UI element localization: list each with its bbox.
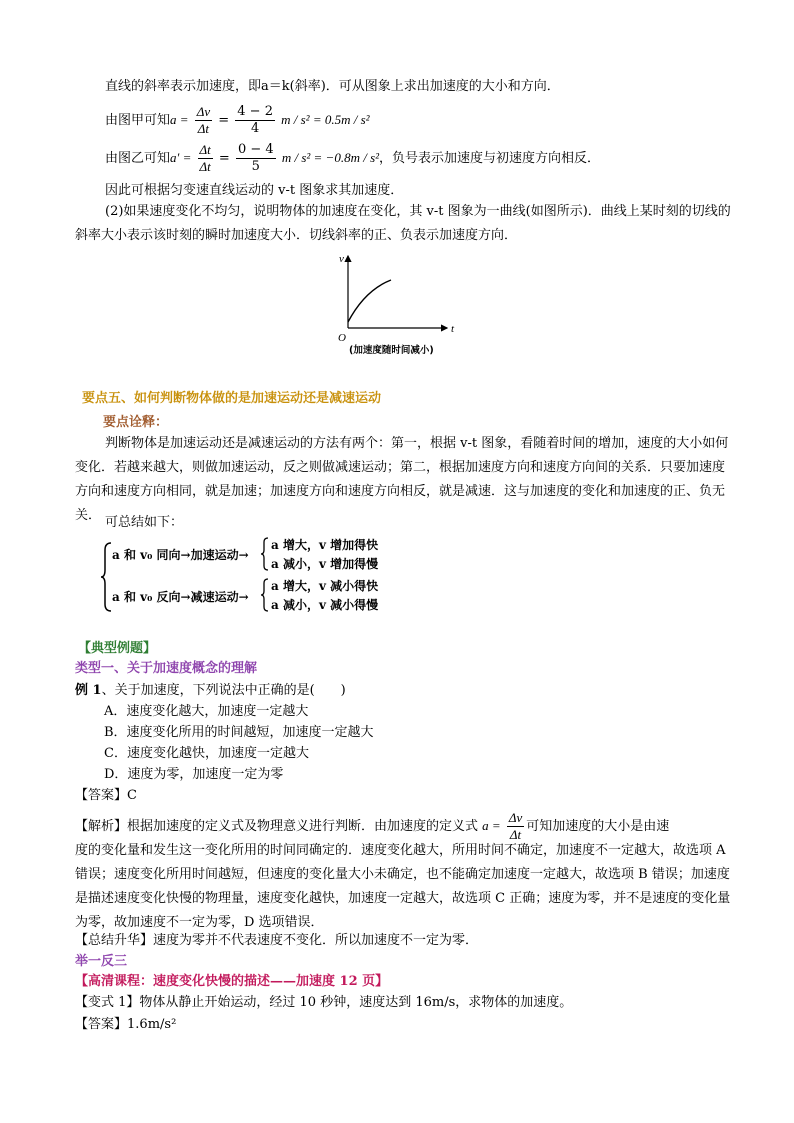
- equals: =: [218, 113, 230, 128]
- denominator: Δt: [197, 121, 210, 136]
- numerator: Δv: [196, 104, 211, 119]
- text-line: 直线的斜率表示加速度，即a＝k(斜率)．可从图象上求出加速度的大小和方向．: [105, 79, 560, 94]
- analysis-body: 度的变化量和发生这一变化所用的时间同确定的．速度变化越大，所用时间不确定，加速度不一定越大，故选项 A 错误；速度变化所用时间越短，但速度的变化量大小未确定，也不能确定加速度一定越大，故选项 B 错误；加速度是描述速度变化快慢的物理量，速度变化越快，加速度一定越大，故选项 C 正确；速度为零，并不是速度的变化量为零，故加速度不一定为零，D 选项错误．: [75, 843, 731, 930]
- question-text: 、关于加速度，下列说法中正确的是( ): [101, 683, 346, 698]
- text-line: 因此可根据匀变速直线运动的 v-t 图象求其加速度．: [105, 183, 404, 198]
- paragraph: (2)如果速度变化不均匀，说明物体的加速度在变化，其 v-t 图象为一曲线(如图所示)．曲线上某时刻的切线的斜率大小表示该时刻的瞬时加速度大小．切线斜率的正、负表示加速度方向．: [75, 204, 731, 243]
- numerator: Δt: [199, 142, 211, 157]
- analysis-pre: 根据加速度的定义式及物理意义进行判断．由加速度的定义式: [127, 819, 479, 834]
- fraction: [198, 142, 213, 175]
- denominator: Δt: [509, 827, 522, 842]
- row1-left: a 和 v₀ 同向→加速运动→: [112, 548, 249, 562]
- vt-graph: [335, 250, 465, 356]
- denominator: 4: [250, 121, 260, 136]
- summary-label: 【总结升华】: [75, 933, 154, 948]
- eq1-rhs: m / s² = 0.5m / s²: [281, 112, 370, 127]
- option: A．速度变化越大，加速度一定越大: [104, 704, 309, 719]
- origin-label: O: [338, 332, 346, 344]
- analysis-label: 【解析】: [75, 819, 128, 834]
- numerator: Δv: [508, 810, 523, 825]
- summary-diagram: [100, 536, 420, 616]
- velocity-curve: [348, 280, 391, 322]
- v-axis-label: v: [339, 253, 344, 265]
- numerator: 0 − 4: [237, 142, 274, 157]
- practice-heading: 举一反三: [75, 954, 128, 969]
- fraction: [236, 142, 276, 175]
- question-label: 例 1: [75, 683, 102, 698]
- fraction: [195, 104, 212, 137]
- eq2-prefix: 由图乙可知: [105, 151, 171, 166]
- variant-answer-value: 1.6m/s²: [127, 1017, 177, 1032]
- paragraph: 判断物体是加速运动还是减速运动的方法有两个：第一，根据 v-t 图象，看随着时间的增加，速度的大小如何变化．若越来越大，则做加速运动，反之则做减速运动；第二，根据加速度方向和速度方向间的关系．只要加速度方向和速度方向相同，就是加速；加速度方向和速度方向相反，就是减速．这与加速度的变化和加速度的正、负无关．: [75, 436, 729, 523]
- variant: [75, 994, 572, 1012]
- analysis-post: 可知加速度的大小是由速: [526, 819, 670, 834]
- row2-a: a 增大，v 减小得快: [271, 579, 379, 593]
- eq1-lhs: a =: [170, 112, 189, 127]
- denominator: Δt: [199, 159, 211, 174]
- row1-b: a 减小，v 增加得慢: [271, 557, 379, 571]
- eq2-suffix: ，负号表示加速度与初速度方向相反．: [379, 151, 601, 166]
- right-brace-2: [260, 578, 269, 612]
- equation-1: [105, 102, 370, 138]
- equals: =: [218, 151, 230, 166]
- analysis-a: a =: [482, 818, 501, 833]
- variant-text: 物体从静止开始运动，经过 10 秒钟，速度达到 16m/s，求物体的加速度。: [139, 995, 573, 1010]
- course-label: 【高清课程：速度变化快慢的描述——加速度 12 页】: [75, 974, 389, 989]
- type-heading: 类型一、关于加速度概念的理解: [75, 661, 258, 676]
- answer-value: C: [127, 788, 137, 803]
- section-heading: 要点五、如何判断物体做的是加速运动还是减速运动: [82, 391, 382, 406]
- text-line: 可总结如下：: [105, 515, 184, 530]
- row2-left: a 和 v₀ 反向→减速运动→: [112, 590, 249, 604]
- row2-b: a 减小，v 减小得慢: [271, 598, 379, 612]
- answer-label: 【答案】: [75, 788, 128, 803]
- variant-answer: [75, 1016, 176, 1034]
- option: D．速度为零，加速度一定为零: [104, 767, 284, 782]
- option: C．速度变化越快，加速度一定越大: [104, 746, 309, 761]
- eq2-lhs: a′ =: [170, 150, 192, 165]
- fraction: [235, 104, 275, 137]
- question: [75, 682, 346, 700]
- left-brace: [100, 542, 112, 612]
- summary-text: 速度为零并不代表速度不变化．所以加速度不一定为零．: [153, 933, 479, 948]
- eq2-rhs: m / s² = −0.8m / s²: [281, 150, 380, 165]
- equation-2: [105, 140, 600, 176]
- variant-label: 【变式 1】: [75, 995, 140, 1010]
- answer: [75, 787, 137, 805]
- subheading: 要点诠释：: [103, 415, 169, 430]
- numerator: 4 − 2: [237, 104, 273, 119]
- graph-caption: (加速度随时间减小): [349, 345, 434, 356]
- eq1-prefix: 由图甲可知: [105, 113, 171, 128]
- summary-note: [75, 932, 478, 950]
- row1-a: a 增大，v 增加得快: [271, 538, 379, 552]
- right-brace-1: [260, 537, 269, 571]
- examples-heading: 【典型例题】: [78, 641, 157, 656]
- option: B．速度变化所用的时间越短，加速度一定越大: [104, 725, 374, 740]
- variant-answer-label: 【答案】: [75, 1017, 128, 1032]
- t-axis-label: t: [451, 323, 455, 335]
- denominator: 5: [251, 159, 260, 174]
